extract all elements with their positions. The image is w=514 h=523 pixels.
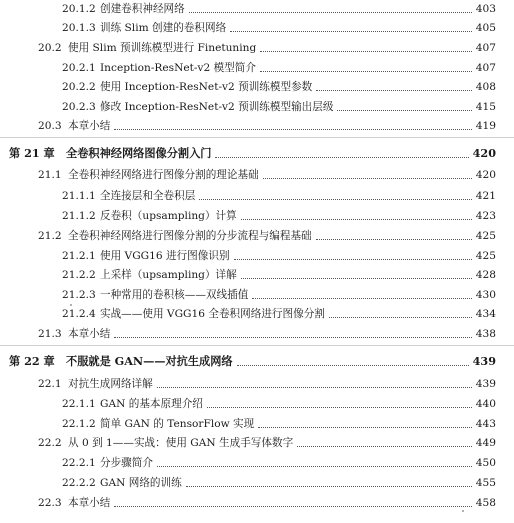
section-number: 21.2.1 xyxy=(62,250,96,262)
page-number: 419 xyxy=(475,120,496,132)
section-title: 实战——使用 VGG16 全卷积网络进行图像分割 xyxy=(100,308,325,320)
section-title: Inception-ResNet-v2 模型简介 xyxy=(100,62,256,74)
page-number: 407 xyxy=(475,42,496,54)
page-number: 407 xyxy=(475,62,496,74)
scan-speck xyxy=(462,510,464,512)
chapter-number: 第 21 章 xyxy=(9,146,55,160)
section-number: 22.1.2 xyxy=(62,418,96,430)
leader-dots xyxy=(260,71,472,72)
page-number: 428 xyxy=(475,269,496,281)
section-number: 21.3 xyxy=(38,328,62,340)
chapter-title: 不服就是 GAN——对抗生成网络 xyxy=(66,354,233,368)
section-title: 使用 Slim 预训练模型进行 Finetuning xyxy=(68,42,257,54)
section-title: 全卷积神经网络进行图像分割的理论基础 xyxy=(68,169,259,181)
section-number: 22.3 xyxy=(38,497,62,509)
section-title: 使用 Inception-ResNet-v2 预训练模型参数 xyxy=(100,81,313,93)
section-title: 从 0 到 1——实战：使用 GAN 生成手写体数字 xyxy=(68,437,294,449)
leader-dots xyxy=(258,427,472,428)
leader-dots xyxy=(337,110,471,111)
page-number: 450 xyxy=(475,457,496,469)
toc-entry-20-3[interactable] xyxy=(0,116,514,136)
page-number: 425 xyxy=(475,230,496,242)
section-number: 21.1 xyxy=(38,169,62,181)
page-number: 443 xyxy=(475,418,496,430)
toc-entry-22-2-2[interactable] xyxy=(0,473,514,493)
page-number: 430 xyxy=(475,289,496,301)
section-title: GAN 的基本原理介绍 xyxy=(100,398,203,410)
section-number: 20.3 xyxy=(38,120,62,132)
section-number: 20.1.3 xyxy=(62,22,96,34)
toc-entry-21-2-2[interactable] xyxy=(0,265,514,285)
page-number: 403 xyxy=(475,3,496,15)
section-title: 创建卷积神经网络 xyxy=(100,3,185,15)
section-title: 使用 VGG16 进行图像识别 xyxy=(100,250,230,262)
leader-dots xyxy=(237,365,469,366)
section-number: 20.2 xyxy=(38,42,62,54)
page-number: 425 xyxy=(475,250,496,262)
leader-dots xyxy=(186,486,472,487)
page-number: 408 xyxy=(475,81,496,93)
section-number: 22.2.2 xyxy=(62,477,96,489)
section-title: 反卷积（upsampling）计算 xyxy=(100,210,237,222)
section-number: 22.1 xyxy=(38,378,62,390)
toc-entry-20-2-3[interactable] xyxy=(0,97,514,117)
leader-dots xyxy=(114,129,471,130)
leader-dots xyxy=(234,259,472,260)
page-number: 440 xyxy=(475,398,496,410)
toc-entry-22-3[interactable] xyxy=(0,493,514,513)
page-number: 423 xyxy=(475,210,496,222)
page-number: 415 xyxy=(475,101,496,113)
section-title: GAN 网络的训练 xyxy=(100,477,182,489)
toc-entry-20-2-1[interactable] xyxy=(0,58,514,78)
page-number: 439 xyxy=(472,354,496,368)
toc-entry-22-1[interactable] xyxy=(0,374,514,394)
chapter-title: 全卷积神经网络图像分割入门 xyxy=(66,146,212,160)
leader-dots xyxy=(316,239,472,240)
toc-entry-21-2-4[interactable] xyxy=(0,304,514,324)
page-number: 458 xyxy=(475,497,496,509)
section-title: 上采样（upsampling）详解 xyxy=(100,269,237,281)
toc-entry-20-1-3[interactable] xyxy=(0,18,514,38)
section-title: 简单 GAN 的 TensorFlow 实现 xyxy=(100,418,255,430)
leader-dots xyxy=(316,90,471,91)
section-number: 20.2.3 xyxy=(62,101,96,113)
leader-dots xyxy=(241,278,472,279)
section-number: 20.2.2 xyxy=(62,81,96,93)
section-title: 分步骤简介 xyxy=(100,457,153,469)
leader-dots xyxy=(189,12,472,13)
section-title: 本章小结 xyxy=(68,120,111,132)
leader-dots xyxy=(252,298,471,299)
toc-chapter-21[interactable] xyxy=(0,142,514,164)
page-number: 421 xyxy=(475,190,496,202)
leader-dots xyxy=(114,337,471,338)
page-number: 449 xyxy=(475,437,496,449)
leader-dots xyxy=(260,51,472,52)
section-number: 20.2.1 xyxy=(62,62,96,74)
leader-dots xyxy=(230,31,472,32)
section-number: 21.2.3 xyxy=(62,289,96,301)
toc-entry-20-1-2[interactable] xyxy=(0,0,514,19)
page-number: 420 xyxy=(475,169,496,181)
section-number: 21.1.2 xyxy=(62,210,96,222)
scan-speck xyxy=(70,304,72,306)
leader-dots xyxy=(114,506,471,507)
page-number: 434 xyxy=(475,308,496,320)
chapter-divider xyxy=(0,345,514,346)
toc-chapter-22[interactable] xyxy=(0,350,514,372)
leader-dots xyxy=(263,178,472,179)
section-number: 22.2 xyxy=(38,437,62,449)
section-title: 一种常用的卷积核——双线插值 xyxy=(100,289,249,301)
page-number: 405 xyxy=(475,22,496,34)
section-title: 训练 Slim 创建的卷积网络 xyxy=(100,22,227,34)
section-number: 22.1.1 xyxy=(62,398,96,410)
toc-entry-22-1-1[interactable] xyxy=(0,394,514,414)
section-number: 21.1.1 xyxy=(62,190,96,202)
section-title: 修改 Inception-ResNet-v2 预训练模型输出层级 xyxy=(100,101,334,113)
toc-entry-22-1-2[interactable] xyxy=(0,414,514,434)
section-title: 全卷积神经网络进行图像分割的分步流程与编程基础 xyxy=(68,230,312,242)
section-title: 本章小结 xyxy=(68,497,111,509)
toc-entry-21-1-2[interactable] xyxy=(0,206,514,226)
section-number: 22.2.1 xyxy=(62,457,96,469)
section-title: 全连接层和全卷积层 xyxy=(100,190,196,202)
toc-entry-20-2[interactable] xyxy=(0,38,514,58)
leader-dots xyxy=(297,446,472,447)
toc-entry-21-2-3[interactable] xyxy=(0,285,514,305)
leader-dots xyxy=(241,219,472,220)
page-number: 438 xyxy=(475,328,496,340)
page-number: 455 xyxy=(475,477,496,489)
page-number: 439 xyxy=(475,378,496,390)
page-number: 420 xyxy=(472,146,496,160)
toc-entry-22-2[interactable] xyxy=(0,433,514,453)
toc-entry-21-2-1[interactable] xyxy=(0,246,514,266)
toc-entry-21-1[interactable] xyxy=(0,165,514,185)
chapter-divider xyxy=(0,137,514,138)
leader-dots xyxy=(157,387,472,388)
section-number: 21.2.2 xyxy=(62,269,96,281)
toc-entry-22-2-1[interactable] xyxy=(0,453,514,473)
toc-entry-21-2[interactable] xyxy=(0,226,514,246)
leader-dots xyxy=(199,199,471,200)
section-title: 对抗生成网络详解 xyxy=(68,378,153,390)
section-number: 21.2.4 xyxy=(62,308,96,320)
leader-dots xyxy=(329,317,472,318)
toc-entry-21-1-1[interactable] xyxy=(0,186,514,206)
section-number: 21.2 xyxy=(38,230,62,242)
section-number: 20.1.2 xyxy=(62,3,96,15)
section-title: 本章小结 xyxy=(68,328,111,340)
leader-dots xyxy=(207,407,472,408)
chapter-number: 第 22 章 xyxy=(9,354,55,368)
toc-entry-21-3[interactable] xyxy=(0,324,514,344)
leader-dots xyxy=(157,466,472,467)
leader-dots xyxy=(215,157,468,158)
toc-entry-20-2-2[interactable] xyxy=(0,77,514,97)
